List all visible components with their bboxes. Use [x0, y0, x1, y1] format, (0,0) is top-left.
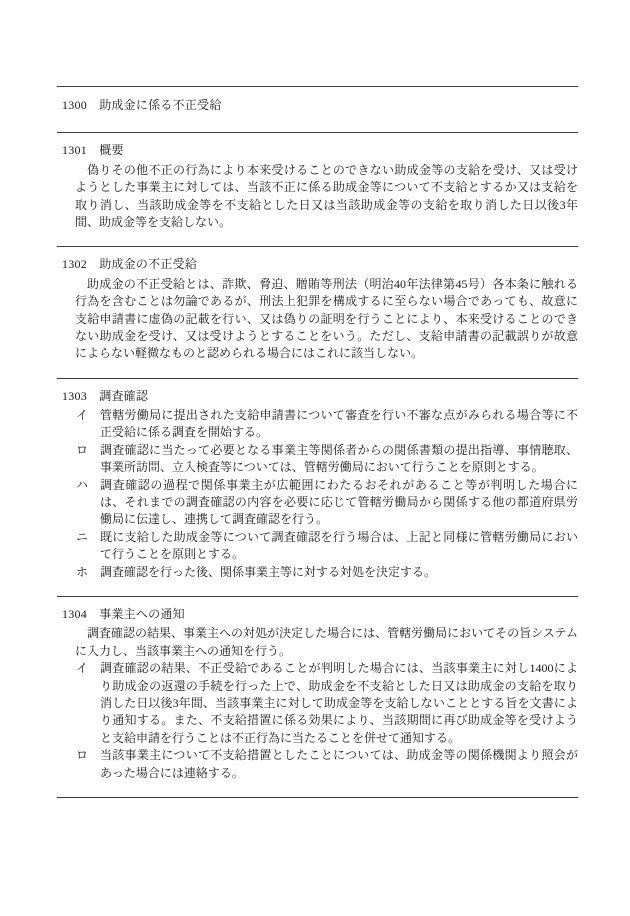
item-marker: ロ — [76, 748, 89, 763]
item-text: 調査確認の結果、不正受給であることが判明した場合には、当該事業主に対し1400により助成金の返還の手続を行った上で、助成金を不支給とした日又は助成金の支給を取り消した日以後3年間、当該事業主に対して助成金等を支給しないこととする旨を文書により通知する。また、不支給措置に係る効果により、当該期間に再び助成金等を受けようと支給申請を行うことは不正行為に当たることを併せて通知する。 — [100, 661, 578, 745]
chapter-heading: 1300 助成金に係る不正受給 — [62, 98, 222, 112]
list-item — [76, 442, 578, 477]
item-text: 調査確認の過程で関係事業主が広範囲にわたるおそれがあること等が判明した場合には、それまでの調査確認の内容を必要に応じて管轄労働局から関係する他の都道府県労働局に伝達し、連携して調査確認を行う。 — [100, 477, 578, 527]
section-1302-fraud-definition — [57, 247, 578, 377]
section-divider — [57, 797, 578, 798]
paragraph: 助成金の不正受給とは、詐欺、脅迫、贈賄等刑法（明治40年法律第45号）各本条に触れる行為を含むことは勿論であるが、刑法上犯罪を構成するに至らない場合であっても、故意に支給申請書に虚偽の記載を行い、又は偽りの証明を行うことにより、本来受けることのできない助成金を受け、又は受けようとすることをいう。ただし、支給申請書の記載誤りが故意によらない軽微なものと認められる場合にはこれに該当しない。 — [75, 276, 578, 361]
section-1304-notification — [57, 597, 578, 797]
section-heading: 1301 概要 — [62, 143, 124, 158]
item-marker: ハ — [76, 477, 89, 492]
list-item — [76, 407, 578, 442]
list-item — [76, 529, 578, 564]
item-text: 管轄労働局に提出された支給申請書について審査を行い不審な点がみられる場合等に不正受給に係る調査を開始する。 — [100, 408, 578, 440]
item-text: 既に支給した助成金等について調査確認を行う場合は、上記と同様に管轄労働局において行うことを原則とする。 — [100, 529, 578, 562]
list-item — [76, 477, 578, 529]
item-marker: イ — [76, 661, 89, 676]
item-marker: ニ — [76, 529, 89, 544]
item-text: 当該事業主について不支給措置としたことについては、助成金等の関係機関より照会があった場合には連絡する。 — [100, 748, 578, 780]
item-marker: イ — [76, 408, 89, 423]
section-heading: 1302 助成金の不正受給 — [62, 257, 198, 272]
paragraph: 偽りその他不正の行為により本来受けることのできない助成金等の支給を受け、又は受けようとした事業主に対しては、当該不正に係る助成金等について不支給とするか又は支給を取り消し、当該助成金等を不支給とした日又は当該助成金等の支給を取り消した日以後3年間、助成金等を支給しない。 — [75, 162, 578, 229]
list-item — [76, 660, 578, 747]
paragraph: 調査確認の結果、事業主への対処が決定した場合には、管轄労働局においてその旨システムに入力し、当該事業主への通知を行う。 — [75, 626, 578, 658]
list-item — [76, 747, 578, 782]
section-1301-overview — [57, 133, 578, 246]
item-text: 調査確認を行った後、関係事業主等に対する対処を決定する。 — [100, 564, 437, 579]
section-heading: 1303 調査確認 — [62, 388, 149, 403]
item-marker: ホ — [76, 564, 89, 579]
item-marker: ロ — [76, 442, 89, 457]
section-1303-investigation — [57, 379, 578, 596]
section-heading: 1304 事業主への通知 — [62, 606, 185, 621]
item-text: 調査確認に当たって必要となる事業主等関係者からの関係書類の提出指導、事情聴取、事業所訪問、立入検査等については、管轄労働局において行うことを原則とする。 — [100, 442, 578, 475]
list-item — [76, 564, 578, 581]
